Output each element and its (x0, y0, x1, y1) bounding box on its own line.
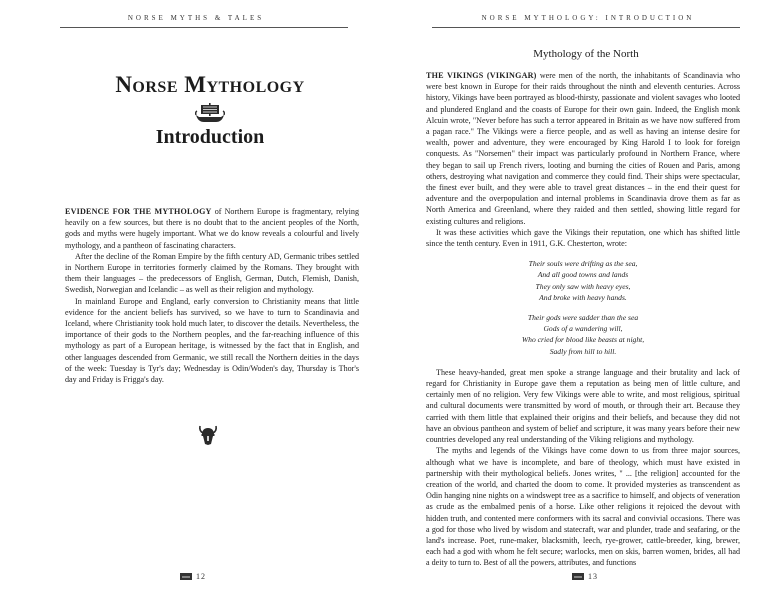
verse-line: Their souls were drifting as the sea, (528, 259, 638, 269)
book-title: Norse Mythology (115, 72, 305, 97)
page-number-left (180, 572, 206, 581)
paragraph: It was these activities which gave the Vikings their reputation, one which has shifted little since the tenth century. Even in 1911, G.K. Chesterton, wrote: (426, 227, 740, 249)
ship-ornament-icon (572, 573, 584, 580)
page-number-text: 12 (196, 572, 206, 581)
header-rule-right (432, 27, 740, 28)
viking-ship-icon (195, 102, 225, 124)
verse-stanza-1 (426, 258, 740, 303)
paragraph: In mainland Europe and England, early conversion to Christianity means that little evidence for the ancient beliefs has survived, so we have to turn to Scandinavia and Iceland, where Christianity took hold much later, to discover the details. Nevertheless, the importance of their gods to the Northern peoples, and the far-reaching influence of this mythology as part of a European heritage, is witnessed by the fact that in English, and other languages descended from Germanic, we still recall the Northern deities in the days of the week: Tuesday is Tyr's day; Wednesday is Odin/Woden's day, Thursday is Thor's day and Friday is Frigga's day. (65, 296, 359, 385)
verse-line: And all good towns and lands (537, 270, 629, 280)
paragraph: The myths and legends of the Vikings have come down to us from three major sources, although what we have is incomplete, and bare of theology, which must have existed in partnership with their mythological beliefs. Jones writes, " ... [the religion] accounted for the creation of the world, and charted the doom to come. It provided mysteries as transcendent as Odin hanging nine nights on a windswept tree as a sacrifice to himself, and objects of veneration as crude as the embalmed penis of a horse. Like other religions it rejoiced the devout with hidden truth, and contented mere conformers with its sacral and convivial occasions. There was a god for those who lived by wisdom and statecraft, war and plunder, trade and seafaring, or the land's increase. Poet, rune-maker, blacksmith, leech, rye-grower, cattle-breeder, king, brewer, each had a god with whom he felt secure; warlocks, men on skis, barren women, brides, all had a deity to turn to. Best of all the powers, attributes, and functions (426, 446, 740, 568)
page-number-right (572, 572, 598, 581)
running-head-right: NORSE MYTHOLOGY: INTRODUCTION (481, 14, 695, 22)
paragraph: These heavy-handed, great men spoke a strange language and their brutality and lack of regard for Christianity in Europe gave them a reputation as being men of little culture, and certainly men of no religion. Very few Vikings were able to write, and most religious, spiritual and cultural documents were transmitted by word of mouth, or through their art. Because they carried with them little that explained their origins and their beliefs, and because they did not have an obvious pantheon and system of belief and scripture, it was many years before their new countries developed any real understanding of the Viking religions and mythology. (426, 367, 740, 445)
left-body-text (65, 206, 359, 385)
paragraph: After the decline of the Roman Empire by the fifth century AD, Germanic tribes settled in Northern Europe in territories formerly claimed by the Romans. They brought with them their languages – the predecessors of English, German, Dutch, Flemish, Danish, Swedish, Norwegian and Icelandic – as well as their religion and mythology. (65, 251, 359, 295)
lead-in: THE VIKINGS (VIKINGAR) (426, 71, 537, 80)
viking-helmet-icon (198, 424, 218, 446)
page-number-text: 13 (588, 572, 598, 581)
paragraph-text: of Northern Europe is fragmentary, relying heavily on a few sources, but there is no doubt that to the ancient peoples of the North, gods and myths were hugely important. What we do know reveals a colourful and lively mythology, and a pantheon of fascinating characters. (65, 207, 359, 250)
header-rule-left (60, 27, 348, 28)
verse-line: They only saw with heavy eyes, (535, 281, 631, 291)
verse-line: Who cried for blood like beasts at night, (521, 335, 645, 345)
verse-stanza-2 (426, 312, 740, 357)
running-head-left: NORSE MYTHS & TALES (127, 14, 265, 22)
paragraph (426, 70, 740, 227)
verse-line: Sadly from hill to hill. (549, 346, 617, 356)
verse-line: Gods of a wandering will, (543, 324, 623, 334)
chapter-title: Introduction (155, 126, 265, 148)
lead-in: EVIDENCE FOR THE MYTHOLOGY (65, 207, 212, 216)
right-page (392, 0, 784, 600)
verse-line: Their gods were sadder than the sea (527, 313, 639, 323)
paragraph-text: were men of the north, the inhabitants of Scandinavia who were best known in Europe for their raids throughout the ninth and eleventh centuries. Across history, Vikings have been portrayed as blood-thirsty, passionate and violent savages who looted and plundered England and the coasts of Europe for their own gain. Indeed, the English monk Alcuin wrote, "Never before has such a terror appeared in Britain as we have now suffered from a pagan race." The Vikings were a fierce people, and as well as having an intense desire for wealth, power and adventure, they were encouraged by King Harold I to look for foreign conquests. As "Norsemen" their impact was particularly profound in Northern France, where they began to sail up French rivers, looting and burning the cities of Rouen and Paris, among others, destroying what navigation and commerce they could find. Their ships were spectacular, the finest ever built, and they were able to travel great distances – in the end their quest for adventure and the overpopulation and internal problems in Scandinavia drove them as far as North America and Greenland, where they raided and then settled, showing little regard for existing cultures and religions. (426, 71, 741, 226)
ship-ornament-icon (180, 573, 192, 580)
section-title: Mythology of the North (533, 48, 639, 60)
right-body-text (426, 70, 740, 569)
verse-line: And broke with heavy hands. (539, 292, 627, 302)
paragraph (65, 206, 359, 251)
